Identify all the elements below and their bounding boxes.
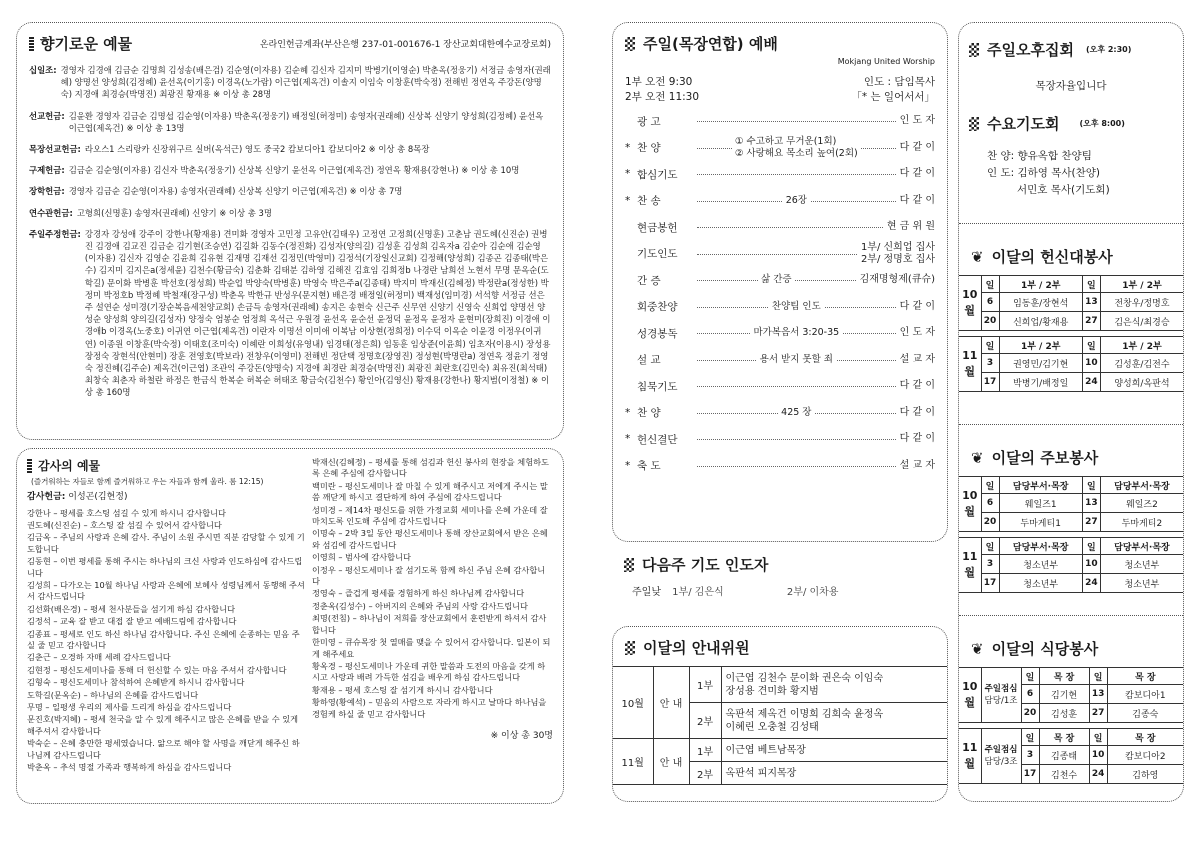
service-head-cell: 일 bbox=[981, 337, 999, 354]
service-cell: 캄보디아1 bbox=[1107, 685, 1183, 704]
heading-mark-icon bbox=[624, 558, 634, 572]
meal-label: 주일점심 bbox=[984, 684, 1018, 694]
worship-panel bbox=[612, 22, 948, 542]
worship-title: 주일(목장연합) 예배 bbox=[643, 35, 778, 53]
service-head-cell: 담당부서·목장 bbox=[999, 538, 1082, 555]
thanks-entry: 김정석 – 교육 잘 받고 대접 잘 받고 예배드림에 감사합니다 bbox=[27, 616, 237, 627]
worship-item-person: 현 금 위 원 bbox=[886, 221, 935, 233]
offering-section bbox=[29, 64, 551, 101]
service-cell: 3 bbox=[1021, 746, 1039, 765]
afternoon-time: (오후 2:30) bbox=[1085, 45, 1132, 54]
service-cell: 20 bbox=[1021, 704, 1039, 723]
worship-row bbox=[625, 188, 935, 215]
thanks-header: 감사헌금: bbox=[27, 492, 66, 502]
service-cell: 27 bbox=[1082, 513, 1100, 532]
wednesday-line-1: 찬 양: 향유옥합 찬양팀 bbox=[987, 150, 1092, 162]
afternoon-title: 주일오후집회 bbox=[987, 41, 1074, 59]
worship-item-detail: 삶 간증 bbox=[758, 274, 795, 286]
guide-names: 옥판석 피지목장 bbox=[721, 762, 947, 785]
leaf-icon: ❦ bbox=[971, 247, 984, 266]
service-cell: 13 bbox=[1089, 685, 1107, 704]
service-cell: 김종태 bbox=[1039, 746, 1089, 765]
service-head-cell: 담당부서·목장 bbox=[999, 477, 1082, 494]
service-head-cell: 일 bbox=[981, 276, 999, 293]
service-cell: 청소년부 bbox=[999, 555, 1082, 574]
service-head-cell: 목 장 bbox=[1039, 668, 1089, 685]
offering-section-label: 연수관헌금: bbox=[29, 207, 73, 218]
right-panel bbox=[958, 22, 1184, 802]
thanks-entry: 최명(전침) – 하나님이 저희를 장산교회에서 훈련받게 하셔서 감사합니다 bbox=[312, 613, 547, 635]
devotion-table bbox=[959, 275, 1183, 392]
service-month: 10월 bbox=[959, 668, 981, 723]
worship-item-person: 인 도 자 bbox=[899, 115, 935, 127]
guide-month: 10월 bbox=[613, 667, 653, 739]
worship-item-label: 찬 송 bbox=[637, 195, 661, 208]
wednesday-title: 수요기도회 bbox=[987, 115, 1060, 133]
worship-row bbox=[625, 214, 935, 241]
worship-item-middle bbox=[693, 136, 900, 160]
service-head-cell: 일 bbox=[1089, 668, 1107, 685]
worship-item-person: 1부/ 신희업 집사 2부/ 정명호 집사 bbox=[860, 241, 935, 265]
wednesday-line-3: 서민호 목사(기도회) bbox=[1017, 184, 1110, 196]
devotion-title: 이달의 헌신대봉사 bbox=[991, 248, 1113, 266]
service-head-cell: 일 bbox=[1021, 729, 1039, 746]
offering-section-text: 김윤환 경영자 김금순 김명섭 김순영(이자용) 박춘옥(정웅기) 배정일(허정미) 송영자(권래혜) 신상복 신양기 양성희(김정혜) 윤선옥 이근엽(제옥건) ※ 이상 총 13명 bbox=[68, 110, 544, 133]
worship-star: * bbox=[625, 406, 631, 419]
worship-item-middle bbox=[693, 327, 900, 339]
offering-section-text: 라오스1 스리랑카 신장위구르 실버(옥석근) 영도 중국2 캄보디아1 캄보디아2 ※ 이상 총 8목장 bbox=[84, 144, 430, 155]
thanks-entry: 이정우 – 평신도세미나 잘 섬기도록 함께 하신 주님 은혜 감사합니다 bbox=[312, 564, 546, 587]
worship-item-person: 다 같 이 bbox=[899, 406, 935, 418]
worship-item-detail: 26장 bbox=[783, 195, 810, 207]
worship-lead: 인도 : 담임목사 bbox=[863, 76, 935, 88]
service-cell: 전창우/정명호 bbox=[1100, 293, 1183, 312]
offering-sections bbox=[29, 64, 551, 399]
service-row bbox=[959, 354, 1183, 373]
thanks-entry: 무명 – 일평생 우리의 제사를 드리게 하심을 감사드립니다 bbox=[27, 702, 232, 712]
wednesday-time: (오후 8:00) bbox=[1079, 119, 1125, 128]
worship-subtitle: Mokjang United Worship bbox=[837, 57, 935, 66]
guide-role: 안 내 bbox=[653, 739, 689, 785]
leaf-icon: ❦ bbox=[971, 448, 984, 467]
service-head-cell: 일 bbox=[1082, 337, 1100, 354]
heading-mark-icon bbox=[29, 37, 34, 51]
worship-item-label: 간 증 bbox=[637, 274, 661, 287]
worship-item-person: 다 같 이 bbox=[899, 141, 935, 153]
service-head-cell: 일 bbox=[1082, 477, 1100, 494]
service-row bbox=[959, 373, 1183, 392]
offering-section bbox=[29, 164, 551, 176]
guide-title: 이달의 안내위원 bbox=[643, 639, 750, 657]
thanks-entry: 성미경 – 제14차 평신도를 위한 가정교회 세미나를 은혜 가운데 잘 마치도록 인도해 주심에 감사드립니다 bbox=[312, 504, 548, 527]
thanks-entry: 강한나 – 평세를 호스팅 섬길 수 있게 하시니 감사합니다 bbox=[27, 507, 226, 518]
worship-item-person: 다 같 이 bbox=[899, 300, 935, 312]
offering-section bbox=[29, 185, 551, 197]
service-cell: 20 bbox=[981, 312, 999, 331]
worship-item-label: 침묵기도 bbox=[637, 380, 678, 393]
service-cell: 27 bbox=[1082, 312, 1100, 331]
service-cell: 24 bbox=[1082, 373, 1100, 392]
thanks-subtitle: (즐거워하는 자들로 함께 즐거워하고 우는 자들과 함께 울라. 롬 12:15) bbox=[31, 477, 264, 486]
service-cell: 3 bbox=[981, 354, 999, 373]
service-cell: 10 bbox=[1082, 555, 1100, 574]
thanks-entry: 문진호(박지혜) – 평세 천국을 알 수 있게 해주시고 많은 은혜를 받을 수 있게 해주셔서 감사합니다 bbox=[27, 714, 299, 736]
service-head-cell: 담당부서·목장 bbox=[1100, 538, 1183, 555]
thanks-entry: 김종표 – 평세로 인도 하신 하나님 감사합니다. 주신 은혜에 순종하는 믿음 주실 줄 믿고 감사합니다 bbox=[27, 628, 300, 650]
worship-item-detail: ① 수고하고 무거운(1회) ② 사랑해요 목소리 높여(2회) bbox=[732, 136, 861, 160]
service-head-cell: 일 bbox=[981, 477, 999, 494]
service-cell: 권영민/김기현 bbox=[999, 354, 1082, 373]
weekly-table bbox=[959, 476, 1183, 593]
thanks-entry: 박재신(김혜정) – 평세를 통해 섬김과 헌신 봉사의 현장을 체험하도록 은혜 주심에 감사합니다 bbox=[312, 457, 549, 479]
worship-item-middle bbox=[693, 407, 900, 419]
guide-names: 이근엽 김천수 문이화 권은숙 이임숙 장성용 견미화 황지범 bbox=[721, 667, 947, 703]
thanks-entry: 김선화(배은경) – 평세 천사분들을 섬기게 하심 감사합니다 bbox=[27, 603, 236, 614]
guide-part: 2부 bbox=[689, 762, 721, 785]
service-cell: 청소년부 bbox=[1100, 555, 1183, 574]
weekly-section bbox=[959, 424, 1183, 593]
worship-item-label: 성경봉독 bbox=[637, 327, 678, 340]
service-cell: 6 bbox=[981, 494, 999, 513]
thanks-entry: 황하영(황예석) – 믿음의 사람으로 자라게 하시고 날마다 하나님을 경험케 하실 줄 믿고 감사합니다 bbox=[312, 697, 547, 719]
service-row bbox=[959, 494, 1183, 513]
service-cell: 김성훈 bbox=[1039, 704, 1089, 723]
thanks-entry: 박숙순 – 은혜 충만한 평세였습니다. 앎으로 해야 할 사명을 깨닫게 해주신 하나님께 감사드립니다 bbox=[27, 738, 300, 760]
service-head-cell: 일 bbox=[1021, 668, 1039, 685]
worship-star: * bbox=[625, 459, 631, 472]
worship-star: * bbox=[625, 194, 631, 207]
worship-row bbox=[625, 135, 935, 162]
thanks-entry: 권도혜(신진순) – 호스팅 잘 섬길 수 있어서 감사합니다 bbox=[27, 519, 222, 530]
leader-dots bbox=[697, 121, 896, 122]
service-month: 10월 bbox=[959, 276, 981, 331]
worship-order bbox=[625, 108, 935, 479]
worship-item-person: 다 같 이 bbox=[899, 380, 935, 392]
thanks-title: 감사의 예물 bbox=[38, 459, 101, 473]
offering-section-label: 주일주정헌금: bbox=[29, 228, 81, 239]
service-cell: 17 bbox=[1021, 765, 1039, 784]
service-cell: 웨일즈1 bbox=[999, 494, 1082, 513]
guide-names: 옥판석 제옥건 이명희 김희숙 윤정옥 이혜린 오충철 김성태 bbox=[721, 703, 947, 739]
worship-item-label: 찬 양 bbox=[637, 142, 661, 155]
service-head-cell: 1부 / 2부 bbox=[1100, 337, 1183, 354]
heading-mark-icon bbox=[625, 37, 635, 51]
thanks-entry: 김춘근 – 오경하 자매 세례 감사드립니다 bbox=[27, 652, 171, 663]
worship-row bbox=[625, 294, 935, 321]
thanks-panel bbox=[16, 448, 564, 804]
offering-section-label: 구제헌금: bbox=[29, 165, 65, 176]
meal-title: 이달의 식당봉사 bbox=[991, 640, 1099, 658]
devotion-section bbox=[959, 223, 1183, 392]
thanks-entry: 한미영 – 큐슈목장 첫 열매를 맺을 수 있어서 감사합니다. 일본이 되게 해주세요 bbox=[312, 637, 551, 659]
service-head-cell: 일 bbox=[1082, 538, 1100, 555]
weekly-title: 이달의 주보봉사 bbox=[991, 449, 1099, 467]
worship-row bbox=[625, 108, 935, 135]
thanks-entry: 황재용 – 평세 호스팅 잘 섬기게 하시니 감사합니다 bbox=[312, 684, 493, 695]
thanks-right-column bbox=[312, 457, 553, 774]
service-head-row bbox=[959, 538, 1183, 555]
thanks-entry: 김동현 – 이번 평세를 통해 주시는 하나님의 크신 사랑과 인도하심에 감사드립니다 bbox=[27, 556, 303, 578]
service-head-cell: 일 bbox=[1089, 729, 1107, 746]
worship-item-detail: 찬양팀 인도 bbox=[769, 301, 824, 313]
service-cell: 10 bbox=[1089, 746, 1107, 765]
service-cell: 17 bbox=[981, 574, 999, 593]
guide-row bbox=[613, 667, 947, 703]
worship-item-label: 광 고 bbox=[637, 115, 661, 128]
worship-item-person: 인 도 자 bbox=[899, 327, 935, 339]
worship-item-detail: 425 장 bbox=[778, 407, 814, 419]
worship-item-middle bbox=[693, 301, 900, 313]
service-cell: 박병기/배정일 bbox=[999, 373, 1082, 392]
worship-row bbox=[625, 267, 935, 294]
service-cell: 17 bbox=[981, 373, 999, 392]
thanks-entry: 황옥경 – 평신도세미나 가운데 귀한 말씀과 도전의 마음을 갖게 하시고 사랑과 배려 가득한 섬김을 배우게 하심 감사드립니다 bbox=[312, 660, 546, 683]
service-cell: 13 bbox=[1082, 494, 1100, 513]
service-cell: 청소년부 bbox=[1100, 574, 1183, 593]
service-cell: 청소년부 bbox=[999, 574, 1082, 593]
worship-row bbox=[625, 347, 935, 374]
service-cell: 신희업/황재용 bbox=[999, 312, 1082, 331]
worship-item-label: 찬 양 bbox=[637, 407, 661, 420]
service-head-row bbox=[959, 668, 1183, 685]
service-month: 11월 bbox=[959, 337, 981, 392]
guide-role: 안 내 bbox=[653, 667, 689, 739]
worship-item-person: 김재명형제(큐슈) bbox=[859, 274, 935, 286]
service-head-cell: 1부 / 2부 bbox=[999, 276, 1082, 293]
worship-star: * bbox=[625, 433, 631, 446]
service-head-cell: 1부 / 2부 bbox=[1100, 276, 1183, 293]
wednesday-line-2: 인 도: 김하영 목사(찬양) bbox=[987, 167, 1101, 179]
meal-table bbox=[959, 667, 1183, 784]
worship-item-detail: 용서 받지 못할 죄 bbox=[757, 354, 836, 366]
service-head-cell: 목 장 bbox=[1107, 668, 1183, 685]
service-row bbox=[959, 555, 1183, 574]
thanks-entry: 정춘옥(김성수) – 아버지의 은혜와 주님의 사랑 감사드립니다 bbox=[312, 600, 528, 611]
heading-mark-icon bbox=[969, 117, 979, 131]
offering-section-text: 강경자 강성애 강주이 강한나(황재용) 견미화 경영자 고민정 고유안(김태우) 고정연 고정희(신명훈) 고춘남 권도혜(신진순) 권병진 김경애 김교진 김금순 김기현(조승연) 김길화 김동수(정진화) 김성자(양의길) 김성훈 김성희 김옥자a 김순아 김순애 김순영(이자용) 김신자 김영순 김윤희 김유현 김재명 김재선 김정민(박영미) 김정석(기장일신교회) 김정해(양성희) 김종곤 김종태(박은수) 김지미 김지은a(정세윤) 김천수(황금숙) 김춘화 김태분 김하영 김해진 김효임 김희정b 나경란 남희선 노현서 무명 문옥순(도학길) 문이화 박병훈 박선호(정성희) 박순업 박양숙(박병훈) 박영숙 박은주a(김종태) 박지미 박재신(김혜정) 박정란a(정성한) 박정미 박정호b 박정혜 박철재(장구성) 박춘옥 박한규 반성우(문지현) 배은경 배정일(허정미) 백재성(임미경) 서석향 서정금 선은주 설연순 성미경(기장순복음세천양교회) 손금득 송영자(권래혜) 송지은 송현숙 신근주 신무연 신양기 신영숙 신희업 양명선 양성순 양성희 양의길(김성자) 양정숙 엄봉순 엄정희 옥석근 우원경 윤선옥 윤순선 윤정덕 윤정옥 윤정자 윤현미(장희진) 이경애 이경애b 이경옥(노중호) 이귀연 이근엽(제옥건) 이란자 이명선 이미애 이복남 이상현(정희정) 이수덕 이옥순 이윤경 이정우(이귀연) 이종원 이창훈(박숙정) 이태호(조미숙) 이혜란 이희성(유영내) 임경태(정은희) 임동훈 임상준(이윤희) 임초자(이용시) 장성용 장정숙 장현석(안현미) 장훈 전영호(박보라) 전창우(이영미) 전해빈 정단택 정명호(장영진) 정성현(박명란a) 정연옥 정윤기 정영숙 정진혜(김주순) 제옥건(이근엽) 조관익 주강돈(양명숙) 지경애 최경란 최경승(박명진) 최광진 최란호(김민숙) 최유진(최석태) 최창숙 최춘자 하철란 하정은 한금식 한복순 허복순 허태조 황금숙(김천수) 황인아(김영신) 황재용(강한나) 황지범(이정철) ※ 이상 총 160명 bbox=[84, 228, 551, 398]
service-cell: 24 bbox=[1082, 574, 1100, 593]
thanks-left-column bbox=[27, 457, 312, 774]
next-week-title: 다음주 기도 인도자 bbox=[642, 556, 769, 574]
offering-section-label: 선교헌금: bbox=[29, 110, 65, 121]
guide-panel bbox=[612, 626, 948, 802]
worship-item-person: 다 같 이 bbox=[899, 168, 935, 180]
worship-item-label: 설 교 bbox=[637, 354, 661, 367]
service-head-cell: 1부 / 2부 bbox=[999, 337, 1082, 354]
service-cell: 두마게티1 bbox=[999, 513, 1082, 532]
service-month: 11월 bbox=[959, 729, 981, 784]
meal-sub: 담당/3조 bbox=[984, 757, 1018, 767]
next-week-p1: 1부/ 김은식 bbox=[672, 587, 724, 598]
next-week-panel bbox=[612, 546, 948, 610]
service-cell: 20 bbox=[981, 513, 999, 532]
heading-mark-icon bbox=[625, 641, 635, 655]
meal-sub: 담당/1조 bbox=[984, 696, 1018, 706]
thanks-header-value: 이성곤(김현정) bbox=[68, 492, 128, 502]
worship-row bbox=[625, 320, 935, 347]
worship-item-detail: 마가복음서 3:20-35 bbox=[750, 327, 842, 339]
meal-label-cell bbox=[981, 668, 1021, 723]
thanks-left-list bbox=[27, 508, 306, 774]
service-row bbox=[959, 312, 1183, 331]
worship-star: * bbox=[625, 168, 631, 181]
heading-mark-icon bbox=[969, 43, 979, 57]
thanks-entry: 이영희 – 범사에 감사합니다 bbox=[312, 552, 411, 563]
worship-time-2: 2부 오전 11:30 bbox=[625, 91, 700, 103]
worship-item-label: 회중찬양 bbox=[637, 301, 678, 314]
guide-month: 11월 bbox=[613, 739, 653, 785]
leader-dots bbox=[697, 466, 896, 467]
worship-row bbox=[625, 241, 935, 268]
worship-item-person: 다 같 이 bbox=[899, 433, 935, 445]
meal-label-cell bbox=[981, 729, 1021, 784]
meal-label: 주일점심 bbox=[984, 745, 1018, 755]
service-month: 10월 bbox=[959, 477, 981, 532]
service-cell: 27 bbox=[1089, 704, 1107, 723]
offering-section-label: 장학헌금: bbox=[29, 186, 65, 197]
offering-panel bbox=[16, 22, 564, 440]
leader-dots bbox=[697, 439, 896, 440]
service-cell: 김성훈/김전수 bbox=[1100, 354, 1183, 373]
service-head-row bbox=[959, 477, 1183, 494]
worship-item-middle bbox=[693, 195, 900, 207]
leader-dots bbox=[697, 386, 896, 387]
service-cell: 김기현 bbox=[1039, 685, 1089, 704]
leader-dots bbox=[697, 227, 883, 228]
worship-time-1: 1부 오전 9:30 bbox=[625, 76, 693, 88]
worship-item-label: 기도인도 bbox=[637, 248, 678, 261]
worship-row bbox=[625, 373, 935, 400]
offering-section bbox=[29, 110, 551, 134]
service-head-cell: 목 장 bbox=[1039, 729, 1089, 746]
offering-section-label: 십일조: bbox=[29, 65, 57, 75]
worship-row bbox=[625, 426, 935, 453]
guide-table bbox=[613, 666, 947, 785]
service-head-cell: 일 bbox=[981, 538, 999, 555]
service-cell: 임동훈/장현석 bbox=[999, 293, 1082, 312]
service-cell: 6 bbox=[981, 293, 999, 312]
worship-item-middle bbox=[693, 274, 860, 286]
service-cell: 김하영 bbox=[1107, 765, 1183, 784]
worship-item-person: 다 같 이 bbox=[899, 194, 935, 206]
service-cell: 캄보디아2 bbox=[1107, 746, 1183, 765]
thanks-entry: 백미란 – 평신도세미나 잘 마칠 수 있게 해주시고 저에게 주시는 말씀 깨닫게 하시고 결단하게 하여 주심에 감사드립니다 bbox=[312, 480, 548, 503]
service-cell: 김천수 bbox=[1039, 765, 1089, 784]
service-head-row bbox=[959, 729, 1183, 746]
service-head-cell: 담당부서·목장 bbox=[1100, 477, 1183, 494]
leader-dots bbox=[697, 174, 896, 175]
leaf-icon: ❦ bbox=[971, 639, 984, 658]
offering-section-text: 김금순 김순영(이자용) 김신자 박춘옥(정웅기) 신상복 신양기 윤선옥 이근엽(제옥건) 정연옥 황재용(강현나) ※ 이상 총 10명 bbox=[68, 165, 520, 176]
service-head-row bbox=[959, 337, 1183, 354]
thanks-entry: 김현정 – 평신도세미나를 통해 더 헌신할 수 있는 마음 주셔서 감사합니다 bbox=[27, 664, 287, 675]
worship-item-label: 헌신결단 bbox=[637, 433, 678, 446]
thanks-entry: 김형숙 – 평신도세미나 참석하여 은혜받게 하시니 감사합니다 bbox=[27, 677, 245, 688]
worship-row bbox=[625, 453, 935, 480]
worship-note: 「* 는 일어서서」 bbox=[851, 91, 935, 103]
service-cell: 6 bbox=[1021, 685, 1039, 704]
service-row bbox=[959, 574, 1183, 593]
guide-row bbox=[613, 739, 947, 762]
thanks-entry: 이명숙 – 2박 3일 동안 평신도세미나 통해 장산교회에서 받은 은혜와 섬김에 감사드립니다 bbox=[312, 528, 548, 550]
service-cell: 10 bbox=[1082, 354, 1100, 373]
next-week-p2: 2부/ 이차용 bbox=[786, 587, 839, 598]
thanks-entry: 김금옥 – 주님의 사랑과 은혜 감사. 주님이 소원 주시면 직분 감당할 수 있게 기도합니다 bbox=[27, 532, 305, 554]
service-cell: 13 bbox=[1082, 293, 1100, 312]
offering-section bbox=[29, 143, 551, 155]
thanks-right-list bbox=[312, 457, 553, 720]
service-cell: 3 bbox=[981, 555, 999, 574]
offering-title: 향기로운 예물 bbox=[40, 35, 133, 53]
service-cell: 양성희/옥판석 bbox=[1100, 373, 1183, 392]
worship-item-label: 축 도 bbox=[637, 460, 661, 473]
service-cell: 김은식/최경승 bbox=[1100, 312, 1183, 331]
service-head-cell: 목 장 bbox=[1107, 729, 1183, 746]
service-month: 11월 bbox=[959, 538, 981, 593]
worship-item-middle bbox=[693, 354, 900, 366]
thanks-entry: 정영숙 – 즐겁게 평세를 경험하게 하신 하나님께 감사합니다 bbox=[312, 588, 525, 599]
worship-item-label: 합심기도 bbox=[637, 168, 678, 181]
worship-item-person: 설 교 자 bbox=[899, 353, 935, 365]
thanks-entry: 김성희 – 다가오는 10월 하나님 사랑과 은혜에 보혜사 성령님께서 동행해 주셔서 감사드립니다 bbox=[27, 579, 305, 602]
service-cell: 웨일즈2 bbox=[1100, 494, 1183, 513]
service-cell: 두마게티2 bbox=[1100, 513, 1183, 532]
service-row bbox=[959, 293, 1183, 312]
offering-section-text: 경영자 김경애 김금순 김명희 김성송(배은검) 김순영(이자용) 김순혜 김신자 김지미 박병기(이영순) 박춘옥(정웅기) 서정금 송영자(권래혜) 양명선 양성희(김정혜) 윤선옥(이기홍) 이경옥(노가람) 이근엽(제옥건) 이솔지 이임숙 이창훈(박숙정) 전해빈 정연옥 주강돈(양명숙) 지경애 최경승(박명진) 최광진 황재용 ※ 이상 총 28명 bbox=[60, 65, 551, 100]
account-info: 온라인헌금계좌(부산은행 237-01-001676-1 장산교회대한예수교장로회) bbox=[259, 40, 551, 50]
guide-part: 2부 bbox=[689, 703, 721, 739]
offering-section-label: 목장선교헌금: bbox=[29, 144, 81, 155]
guide-names: 이근엽 베트남목장 bbox=[721, 739, 947, 762]
meal-section bbox=[959, 615, 1183, 784]
worship-item-label: 현금봉헌 bbox=[637, 221, 678, 234]
thanks-total: ※ 이상 총 30명 bbox=[490, 730, 553, 741]
offering-section bbox=[29, 228, 551, 399]
service-head-row bbox=[959, 276, 1183, 293]
offering-section-text: 고형희(신명훈) 송영자(권래혜) 신양기 ※ 이상 총 3명 bbox=[76, 207, 272, 218]
worship-row bbox=[625, 161, 935, 188]
worship-item-person: 설 교 자 bbox=[899, 459, 935, 471]
worship-row bbox=[625, 400, 935, 427]
leader-dots bbox=[697, 254, 857, 255]
service-head-cell: 일 bbox=[1082, 276, 1100, 293]
afternoon-body: 목장자율입니다 bbox=[1035, 80, 1107, 92]
heading-mark-icon bbox=[27, 459, 32, 473]
worship-star: * bbox=[625, 141, 631, 154]
service-cell: 김종숙 bbox=[1107, 704, 1183, 723]
offering-section-text: 경영자 김금순 김순영(이자용) 송영자(권래혜) 신상복 신양기 이근엽(제옥건) ※ 이상 총 7명 bbox=[68, 186, 403, 197]
guide-part: 1부 bbox=[689, 667, 721, 703]
service-row bbox=[959, 513, 1183, 532]
service-cell: 24 bbox=[1089, 765, 1107, 784]
offering-section bbox=[29, 207, 551, 219]
guide-part: 1부 bbox=[689, 739, 721, 762]
next-week-label: 주일낮 bbox=[632, 587, 661, 598]
thanks-entry: 도학길(문옥순) – 하나님의 은혜를 감사드립니다 bbox=[27, 689, 199, 700]
thanks-entry: 박춘옥 – 추석 명절 가족과 행복하게 하심을 감사드립니다 bbox=[27, 762, 232, 773]
